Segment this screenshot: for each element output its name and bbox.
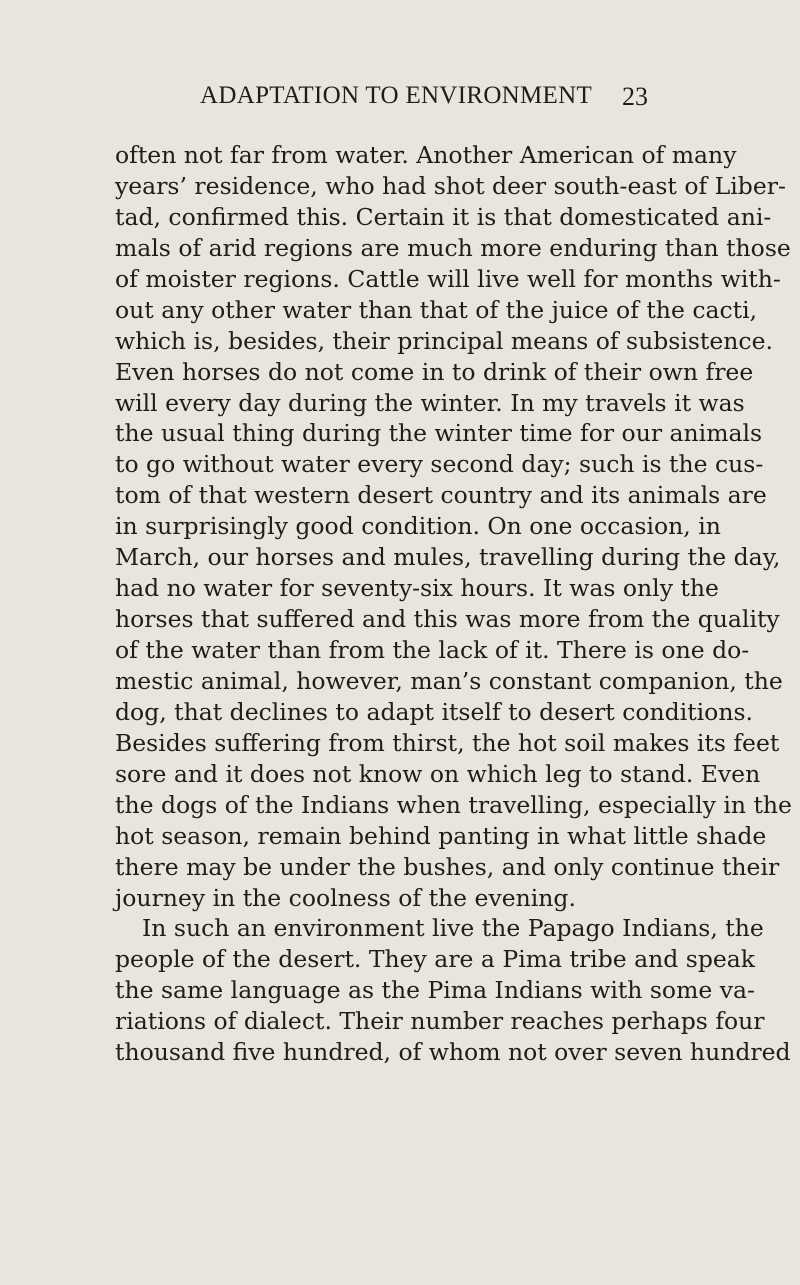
text-line: people of the desert. They are a Pima tribe and speak xyxy=(115,945,756,974)
text-line: years’ residence, who had shot deer south-east of Liber- xyxy=(115,171,786,200)
text-line: riations of dialect. Their number reaches perhaps four xyxy=(115,1007,765,1036)
text-line: of the water than from the lack of it. There is one do- xyxy=(115,636,750,664)
text-line: in surprisingly good condition. On one occasion, in xyxy=(115,512,721,541)
text-line: often not far from water. Another American of many xyxy=(115,141,737,169)
text-line: mestic animal, however, man’s constant companion, the xyxy=(115,666,783,695)
text-line: the dogs of the Indians when travelling, especially in the xyxy=(115,790,792,819)
text-line: Besides suffering from thirst, the hot soil makes its feet xyxy=(115,728,780,757)
paragraph xyxy=(115,140,792,913)
running-head xyxy=(0,82,800,116)
text-line: Even horses do not come in to drink of their own free xyxy=(115,357,754,386)
text-line: the usual thing during the winter time for our animals xyxy=(115,419,763,448)
text-line: hot season, remain behind panting in what little shade xyxy=(115,821,767,850)
text-line: dog, that declines to adapt itself to desert conditions. xyxy=(115,697,753,726)
text-line: mals of arid regions are much more enduring than those xyxy=(115,233,791,262)
text-line: In such an environment live the Papago Indians, the xyxy=(142,914,764,943)
text-line: will every day during the winter. In my travels it was xyxy=(115,388,745,417)
page-number: 23 xyxy=(622,82,648,111)
text-line: tom of that western desert country and its animals are xyxy=(115,481,767,510)
text-line: had no water for seventy-six hours. It was only the xyxy=(115,574,719,603)
text-line: tad, confirmed this. Certain it is that domesticated ani- xyxy=(115,202,772,231)
paragraph xyxy=(115,913,791,1068)
text-line: there may be under the bushes, and only continue their xyxy=(115,852,780,881)
text-line: journey in the coolness of the evening. xyxy=(115,883,576,912)
body-text xyxy=(115,140,792,1068)
text-line: out any other water than that of the juice of the cacti, xyxy=(115,295,758,324)
text-line: of moister regions. Cattle will live well for months with- xyxy=(115,264,781,293)
text-line: horses that suffered and this was more from the quality xyxy=(115,605,780,634)
text-line: the same language as the Pima Indians with some va- xyxy=(115,976,755,1005)
text-line: sore and it does not know on which leg to stand. Even xyxy=(115,759,761,788)
text-line: which is, besides, their principal means of subsistence. xyxy=(115,326,773,355)
running-head-title: ADAPTATION TO ENVIRONMENT xyxy=(200,82,593,109)
text-line: to go without water every second day; such is the cus- xyxy=(115,450,764,479)
text-line: thousand five hundred, of whom not over seven hundred xyxy=(115,1038,791,1067)
text-line: March, our horses and mules, travelling during the day, xyxy=(115,543,781,572)
